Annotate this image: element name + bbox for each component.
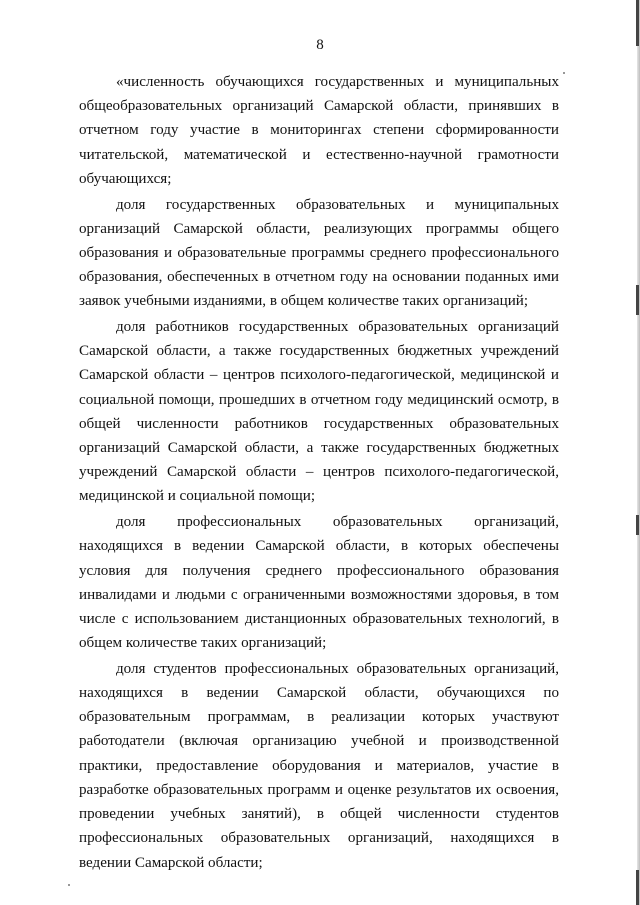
scan-speck <box>563 72 565 74</box>
page-number: 8 <box>316 37 324 53</box>
document-body <box>79 70 559 876</box>
paragraph-medical-checkup: доля работников государственных образовательных организаций Самарской области, а также государственных бюджетных учреждений Самарской области – центров психолого-педагогической, медицинской и социальной помощи, прошедших в отчетном году медицинский осмотр, в общей численности работников государственных образовательных организаций Самарской области, а также государственных бюджетных учреждений Самарской области – центров психолого-педагогической, медицинской и социальной помощи; <box>79 319 559 505</box>
scan-edge-mark <box>636 515 639 535</box>
scan-edge-mark <box>636 285 639 315</box>
paragraph-textbook-provision: доля государственных образовательных и муниципальных организаций Самарской области, реализующих программы общего образования и образовательные программы среднего профессионального образования, обеспеченных в отчетном году на основании поданных ими заявок учебными изданиями, в общем количестве таких организаций; <box>79 196 559 310</box>
scan-edge-mark <box>636 870 639 905</box>
scan-speck <box>68 884 70 886</box>
scan-edge-mark <box>636 0 639 46</box>
paragraph-students-literacy: «численность обучающихся государственных и муниципальных общеобразовательных организаций Самарской области, принявших в отчетном году участие в мониторингах степени сформированности читательской, математической и естественно-научной грамотности обучающихся; <box>79 74 559 187</box>
paragraph-employer-participation: доля студентов профессиональных образовательных организаций, находящихся в ведении Самарской области, обучающихся по образовательным программам, в реализации которых участвуют работодатели (включая организацию учебной и производственной практики, предоставление оборудования и материалов, участие в разработке образовательных программ и оценке результатов их освоения, проведении учебных занятий), в общей численности студентов профессиональных образовательных организаций, находящихся в ведении Самарской области; <box>79 660 559 871</box>
paragraph-disability-access: доля профессиональных образовательных организаций, находящихся в ведении Самарской области, в которых обеспечены условия для получения среднего профессионального образования инвалидами и людьми с ограниченными возможностями здоровья, в том числе с использованием дистанционных образовательных технологий, в общем количестве таких организаций; <box>79 514 559 652</box>
